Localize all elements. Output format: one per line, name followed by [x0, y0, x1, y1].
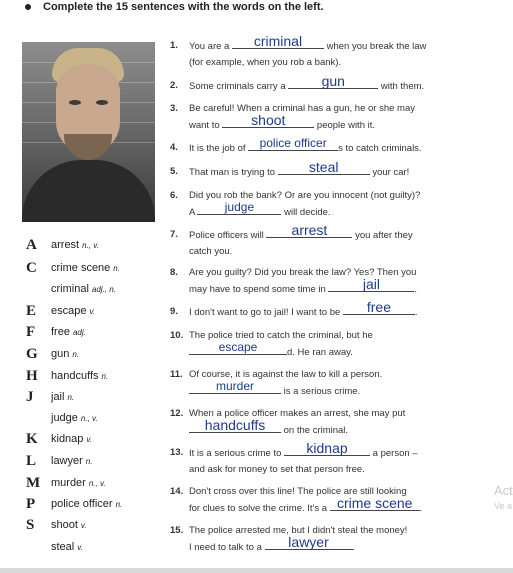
answer-blank[interactable]: criminal — [253, 33, 303, 49]
instructions-header — [25, 1, 324, 13]
answer-blank[interactable]: gun — [321, 73, 345, 89]
mugshot-photo — [22, 42, 155, 222]
answer-blank[interactable]: lawyer — [288, 534, 329, 550]
answer-blank[interactable]: police officer — [259, 136, 327, 150]
answer-blank[interactable]: steal — [308, 159, 339, 175]
answer-blank[interactable]: murder — [215, 379, 254, 393]
answer-blank[interactable]: shoot — [251, 112, 286, 128]
activation-watermark: Act — [494, 483, 513, 498]
answer-blank[interactable]: jail — [362, 276, 380, 292]
answer-blank[interactable]: handcuffs — [204, 417, 266, 433]
answer-blank[interactable]: escape — [218, 340, 258, 354]
answer-blank[interactable]: judge — [224, 200, 255, 214]
bottom-divider — [0, 568, 513, 573]
answer-blank[interactable]: free — [366, 299, 391, 315]
answer-blank[interactable]: crime scene — [336, 495, 413, 511]
answer-blank[interactable]: kidnap — [306, 440, 348, 456]
bullet-icon — [25, 4, 31, 10]
answer-blank[interactable]: arrest — [291, 222, 328, 238]
instructions-text: Complete the 15 sentences with the words on the left. — [43, 1, 324, 13]
activation-watermark-sub: Ve a — [494, 501, 513, 511]
